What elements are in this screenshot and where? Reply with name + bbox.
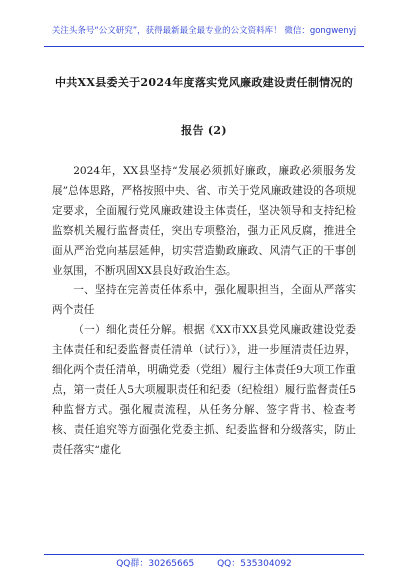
document-title-line2: 报告 (2) xyxy=(181,124,227,137)
section-heading: 一、坚持在完善责任体系中，强化履职担当，全面从严落实两个责任 xyxy=(52,284,356,317)
footer-divider xyxy=(44,554,364,555)
footer-contacts xyxy=(0,556,408,569)
document-title-line1: 中共XX县委关于2024年度落实党风廉政建设责任制情况的 xyxy=(54,76,354,89)
qq-number: QQ：535304092 xyxy=(217,559,292,569)
subsection-paragraph: （一）细化责任分解。根据《XX市XX县党风廉政建设党委主体责任和纪委监督责任清单（试行）》，进一步厘清责任边界，细化两个责任清单，明确党委（党组）履行主体责任9大项工作重点，第一责任人5大项履职责任和纪委（纪检组）履行监督责任5种监督方式。强化履责流程，从任务分解、签字背书、检查考核、责任追究等方面强化党委主抓、纪委监督和分级落实，防止责任落实“虚化 xyxy=(52,324,356,456)
document-body xyxy=(52,162,356,461)
intro-paragraph: 2024年，XX县坚持“发展必须抓好廉政，廉政必须服务发展”总体思路，严格按照中央、省、市关于党风廉政建设的各项规定要求，全面履行党风廉政建设主体责任，坚决领导和支持纪检监察机关履行监督责任，突出专项整治，强力正风反腐，推进全面从严治党向基层延伸，切实营造勤政廉政、风清气正的干事创业氛围，不断巩固XX县良好政治生态。 xyxy=(52,165,356,277)
promo-banner: 关注头条号“公文研究”，获得最新最全最专业的公文资料库！ 微信：gongwenyj xyxy=(51,26,357,36)
header-divider xyxy=(44,46,364,47)
qq-group-number: QQ群：30265665 xyxy=(116,559,195,569)
